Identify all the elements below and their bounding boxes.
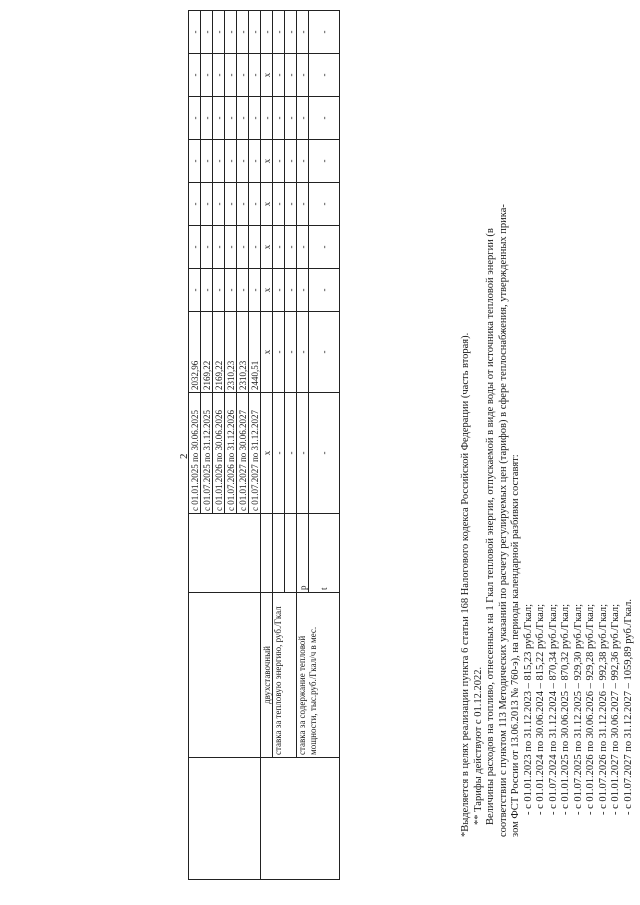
fuel-cost-item: - с 01.01.2025 по 30.06.2025 – 870,32 руб./Гкал; [560, 603, 571, 815]
table-cell-mark: - [213, 11, 225, 54]
table-cell-empty [189, 758, 261, 880]
table-cell-mark: - [225, 11, 237, 54]
table-cell-mark: - [273, 226, 285, 269]
table-cell-mark: - [273, 393, 285, 514]
table-cell-value: 2169,22 [213, 312, 225, 393]
table-cell-mark: - [297, 54, 309, 97]
table-cell-mark: - [297, 269, 309, 312]
fuel-cost-item: - с 01.01.2023 по 31.12.2023 – 815,23 руб./Гкал; [522, 603, 534, 815]
table-cell-mark: - [249, 97, 261, 140]
table-cell-mark: - [237, 97, 249, 140]
table-cell-power-rate-label: ставка за содержание тепловой мощности, тыс.руб./Гкал/ч в мес. [297, 593, 340, 758]
table-cell-period-symbol: р [297, 514, 309, 593]
notes-block [460, 17, 635, 837]
table-cell-mark: - [297, 183, 309, 226]
table-cell-mark: - [225, 269, 237, 312]
table-cell-mark: - [261, 11, 273, 54]
table-cell-value: 2310,23 [225, 312, 237, 393]
table-cell-mark: - [309, 269, 340, 312]
table-cell-mark: - [297, 11, 309, 54]
table-cell-mark: - [297, 312, 309, 393]
table-cell-mark: - [309, 54, 340, 97]
table-cell-mark: - [309, 97, 340, 140]
fuel-cost-item: - с 01.01.2026 по 30.06.2026 – 929,28 руб./Гкал; [585, 603, 596, 815]
table-cell-period: с 01.01.2027 по 30.06.2027 [237, 393, 249, 514]
fuel-cost-item: - с 01.01.2024 по 30.06.2024 – 815,22 руб./Гкал; [535, 603, 546, 815]
table-cell-mark: - [213, 54, 225, 97]
fuel-paragraph-line-2: соответствии с пунктом 113 Методических указаний по расчету регулируемых цен (тарифов) в сфере теплоснабжения, утвержденных прика- [497, 204, 509, 837]
table-cell-mark: - [237, 140, 249, 183]
table-cell-period: с 01.07.2026 по 31.12.2026 [225, 393, 237, 514]
table-cell-mark: - [225, 54, 237, 97]
table-cell-mark: - [225, 140, 237, 183]
table-cell-mark: - [273, 269, 285, 312]
fuel-paragraph-line-3: зом ФСТ России от 13.06.2013 № 760-э), на периоды календарной разбивки составят: [510, 454, 521, 837]
fuel-cost-item: - с 01.01.2027 по 30.06.2027 – 992,36 руб./Гкал; [610, 603, 621, 815]
table-cell-mark: - [309, 11, 340, 54]
table-cell-mark: - [237, 11, 249, 54]
table-cell-period: с 01.07.2025 по 31.12.2025 [201, 393, 213, 514]
table-cell-value: 2310,23 [237, 312, 249, 393]
table-cell-mark: - [297, 140, 309, 183]
table-cell-mark: х [261, 269, 273, 312]
table-cell-mark: - [201, 140, 213, 183]
table-cell-heat-rate-label: ставка за тепловую энергию, руб./Гкал [273, 593, 297, 758]
table-cell-mark: - [273, 11, 285, 54]
tariff-table-body [189, 11, 340, 880]
table-cell-period: с 01.07.2027 по 31.12.2027 [249, 393, 261, 514]
table-row [297, 11, 309, 880]
table-cell-empty [189, 593, 261, 758]
table-cell-empty [189, 514, 261, 593]
table-cell-mark: - [309, 140, 340, 183]
table-cell-mark: х [261, 183, 273, 226]
table-cell-mark: - [297, 97, 309, 140]
table-cell-mark: - [189, 97, 201, 140]
table-cell-mark: - [249, 11, 261, 54]
table-cell-mark: - [249, 140, 261, 183]
table-cell-value: 2032,96 [189, 312, 201, 393]
table-cell-mark: - [201, 11, 213, 54]
table-cell-mark: - [201, 183, 213, 226]
table-row [261, 11, 273, 880]
table-cell-mark: - [273, 183, 285, 226]
table-cell-mark: - [285, 312, 297, 393]
table-cell-mark: - [249, 226, 261, 269]
table-row [273, 11, 285, 880]
fuel-paragraph-line-1: Величины расходов на топливо, отнесенных на 1 Гкал тепловой энергии, отпускаемой в виде воды от источника тепловой энергии (в [485, 228, 496, 825]
table-cell-period-symbol: t [309, 514, 340, 593]
table-cell-empty [261, 758, 340, 880]
table-cell-mark: - [297, 226, 309, 269]
fuel-cost-item: - с 01.07.2027 по 31.12.2027 – 1059,89 руб./Гкал. [622, 598, 634, 815]
table-cell-value: 2440,51 [249, 312, 261, 393]
page-number: 2 [178, 453, 190, 459]
footnote-tariff-date: ** Тарифы действуют с 01.12.2022. [472, 666, 484, 825]
table-cell-mark: - [249, 54, 261, 97]
table-cell-mark: - [189, 183, 201, 226]
table-cell-mark: - [237, 54, 249, 97]
footnote-vat: *Выделяется в целях реализации пункта 6 статьи 168 Налогового кодекса Российской Федерации (часть вторая). [460, 332, 471, 837]
table-cell-mark: - [189, 11, 201, 54]
table-cell-mark: - [285, 269, 297, 312]
table-cell-mark: - [249, 183, 261, 226]
tariff-table [188, 10, 340, 880]
table-cell-mark: - [201, 269, 213, 312]
table-cell-mark: х [261, 226, 273, 269]
table-cell-mark: - [213, 97, 225, 140]
table-cell-mark: - [285, 393, 297, 514]
table-cell-mark: - [225, 97, 237, 140]
table-cell-empty [261, 514, 273, 593]
table-cell-mark: - [249, 269, 261, 312]
table-cell-mark: - [201, 226, 213, 269]
table-cell-mark: - [309, 393, 340, 514]
table-cell-mark: - [273, 54, 285, 97]
table-cell-mark: - [285, 226, 297, 269]
table-cell-mark: - [201, 97, 213, 140]
table-cell-mark: х [261, 140, 273, 183]
table-cell-mark: - [309, 183, 340, 226]
table-cell-mark: - [273, 140, 285, 183]
table-cell-mark: - [189, 54, 201, 97]
table-cell-mark: - [225, 183, 237, 226]
table-cell-period: с 01.01.2025 по 30.06.2025 [189, 393, 201, 514]
table-cell-mark: - [261, 97, 273, 140]
table-cell-mark: - [189, 140, 201, 183]
table-row [189, 11, 201, 880]
table-cell-mark: - [273, 312, 285, 393]
table-cell-mark: - [273, 97, 285, 140]
table-cell-mark: - [213, 140, 225, 183]
table-cell-mark: - [285, 140, 297, 183]
table-cell-mark: - [189, 226, 201, 269]
table-cell-mark: - [309, 312, 340, 393]
table-cell-mark: - [225, 226, 237, 269]
table-cell-mark: - [285, 54, 297, 97]
table-cell-two-part-label: двухставочный [261, 593, 273, 758]
table-cell-mark: - [213, 269, 225, 312]
table-cell-mark: х [261, 54, 273, 97]
table-cell-mark: - [237, 269, 249, 312]
table-cell-mark: х [261, 312, 273, 393]
fuel-cost-item: - с 01.07.2025 по 31.12.2025 – 929,30 руб./Гкал; [572, 603, 584, 815]
table-cell-mark: х [261, 393, 273, 514]
fuel-cost-list [523, 17, 636, 837]
table-cell-mark: - [213, 183, 225, 226]
table-cell-mark: - [213, 226, 225, 269]
table-cell-mark: - [285, 97, 297, 140]
table-cell-period: с 01.01.2026 по 30.06.2026 [213, 393, 225, 514]
table-cell-mark: - [237, 226, 249, 269]
fuel-cost-item: - с 01.07.2024 по 31.12.2024 – 870,34 руб./Гкал; [547, 603, 559, 815]
table-cell-empty [273, 514, 285, 593]
fuel-cost-item: - с 01.07.2026 по 31.12.2026 – 992,38 руб./Гкал; [597, 603, 609, 815]
table-cell-mark: - [285, 183, 297, 226]
table-cell-mark: - [201, 54, 213, 97]
table-cell-mark: - [237, 183, 249, 226]
table-cell-value: 2169,22 [201, 312, 213, 393]
table-cell-empty [285, 514, 297, 593]
table-cell-mark: - [189, 269, 201, 312]
table-cell-mark: - [309, 226, 340, 269]
table-cell-mark: - [285, 11, 297, 54]
table-cell-mark: - [297, 393, 309, 514]
